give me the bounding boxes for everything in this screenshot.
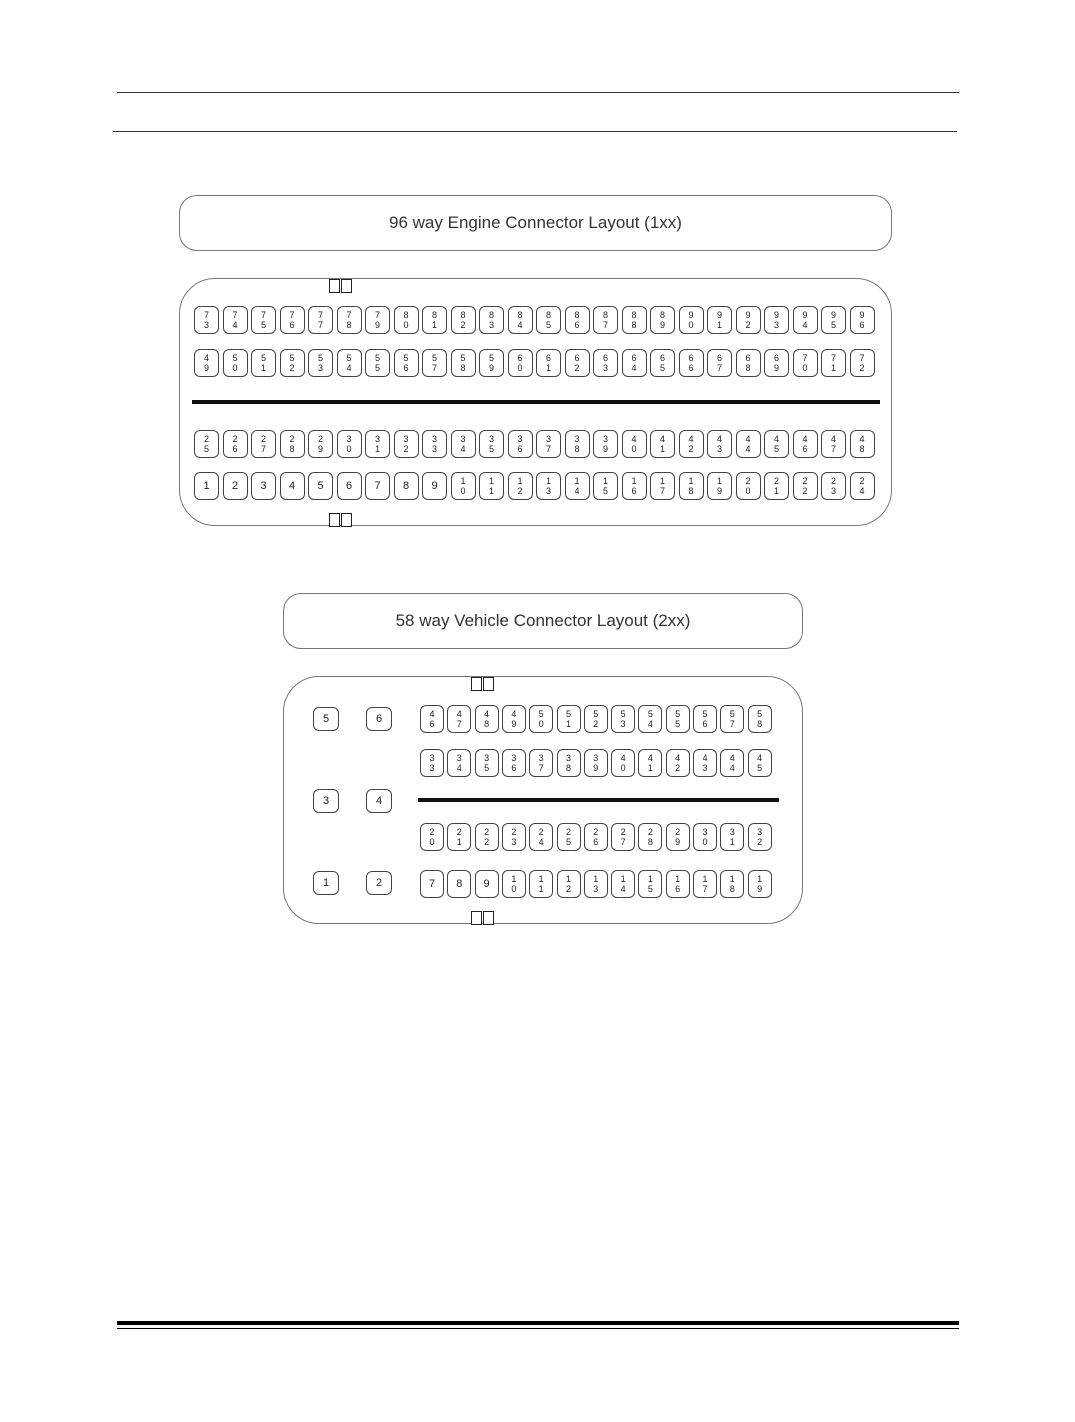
vehicle-pin: 1 9 [748, 870, 772, 898]
vehicle-pin: 4 4 [720, 749, 744, 777]
engine-pin: 8 9 [650, 306, 675, 334]
engine-pin: 8 6 [565, 306, 590, 334]
engine-pin: 4 6 [793, 430, 818, 458]
engine-pin: 2 2 [793, 472, 818, 500]
header-rule-top [117, 92, 959, 93]
engine-pin: 1 1 [479, 472, 504, 500]
engine-pin: 1 7 [650, 472, 675, 500]
engine-pin: 8 [394, 472, 419, 500]
engine-key-top-left [329, 279, 340, 293]
engine-pin: 3 5 [479, 430, 504, 458]
vehicle-pin: 5 5 [666, 705, 690, 733]
vehicle-pin: 5 1 [557, 705, 581, 733]
vehicle-pin: 3 2 [748, 823, 772, 851]
engine-key-bottom-left [329, 513, 340, 527]
engine-pin: 9 3 [764, 306, 789, 334]
engine-pin: 8 2 [451, 306, 476, 334]
engine-pin: 1 3 [536, 472, 561, 500]
engine-pin: 7 2 [850, 349, 875, 377]
engine-pin: 6 3 [593, 349, 618, 377]
vehicle-pin: 2 7 [611, 823, 635, 851]
engine-pin: 2 [223, 472, 248, 500]
engine-pin: 6 2 [565, 349, 590, 377]
engine-pin: 3 3 [422, 430, 447, 458]
engine-pin: 8 1 [422, 306, 447, 334]
engine-pin: 2 9 [308, 430, 333, 458]
engine-divider [192, 400, 880, 404]
vehicle-pin: 2 6 [584, 823, 608, 851]
engine-pin: 9 0 [679, 306, 704, 334]
vehicle-pin: 2 1 [447, 823, 471, 851]
engine-pin: 3 9 [593, 430, 618, 458]
vehicle-pin: 4 3 [693, 749, 717, 777]
engine-pin: 6 4 [622, 349, 647, 377]
engine-pin: 6 0 [508, 349, 533, 377]
vehicle-pin: 3 7 [529, 749, 553, 777]
vehicle-pin: 4 2 [666, 749, 690, 777]
engine-pin: 5 1 [251, 349, 276, 377]
engine-pin: 3 2 [394, 430, 419, 458]
vehicle-pin: 4 5 [748, 749, 772, 777]
engine-pin: 9 [422, 472, 447, 500]
vehicle-pin: 3 8 [557, 749, 581, 777]
vehicle-pin: 5 7 [720, 705, 744, 733]
engine-pin: 4 7 [821, 430, 846, 458]
engine-pin: 7 5 [251, 306, 276, 334]
footer-rule-thin [117, 1328, 959, 1329]
engine-pin: 4 0 [622, 430, 647, 458]
vehicle-pin: 2 0 [420, 823, 444, 851]
engine-pin: 5 3 [308, 349, 333, 377]
vehicle-pin: 2 4 [529, 823, 553, 851]
vehicle-pin: 3 4 [447, 749, 471, 777]
engine-pin: 7 4 [223, 306, 248, 334]
engine-pin: 4 1 [650, 430, 675, 458]
vehicle-key-top-right [483, 677, 494, 691]
engine-pin: 5 9 [479, 349, 504, 377]
engine-pin: 2 1 [764, 472, 789, 500]
engine-pin: 7 0 [793, 349, 818, 377]
vehicle-pin: 2 8 [638, 823, 662, 851]
engine-pin: 7 1 [821, 349, 846, 377]
footer-rule-thick [117, 1321, 959, 1325]
vehicle-key-top-left [471, 677, 482, 691]
engine-pin: 3 8 [565, 430, 590, 458]
engine-pin: 4 4 [736, 430, 761, 458]
engine-key-top-right [341, 279, 352, 293]
engine-pin: 3 7 [536, 430, 561, 458]
engine-pin: 3 6 [508, 430, 533, 458]
vehicle-pin: 7 [420, 870, 444, 898]
vehicle-key-bottom-left [471, 911, 482, 925]
engine-pin: 7 8 [337, 306, 362, 334]
vehicle-pin: 1 5 [638, 870, 662, 898]
engine-pin: 6 [337, 472, 362, 500]
engine-pin: 3 [251, 472, 276, 500]
engine-pin: 1 6 [622, 472, 647, 500]
engine-pin: 4 8 [850, 430, 875, 458]
engine-pin: 4 5 [764, 430, 789, 458]
vehicle-pin: 3 1 [720, 823, 744, 851]
vehicle-pin: 1 8 [720, 870, 744, 898]
engine-pin: 9 1 [707, 306, 732, 334]
vehicle-pin: 9 [475, 870, 499, 898]
engine-pin: 5 [308, 472, 333, 500]
vehicle-pin: 2 5 [557, 823, 581, 851]
engine-pin: 3 0 [337, 430, 362, 458]
vehicle-pin: 4 6 [420, 705, 444, 733]
engine-pin: 4 2 [679, 430, 704, 458]
engine-pin: 9 5 [821, 306, 846, 334]
vehicle-pin: 2 9 [666, 823, 690, 851]
vehicle-pin: 1 7 [693, 870, 717, 898]
vehicle-pin: 4 7 [447, 705, 471, 733]
engine-pin: 7 3 [194, 306, 219, 334]
vehicle-pin: 1 0 [502, 870, 526, 898]
vehicle-divider [418, 798, 779, 802]
vehicle-key-bottom-right [483, 911, 494, 925]
engine-pin: 7 6 [280, 306, 305, 334]
engine-pin: 6 8 [736, 349, 761, 377]
engine-pin: 6 5 [650, 349, 675, 377]
engine-pin: 4 3 [707, 430, 732, 458]
engine-pin: 8 8 [622, 306, 647, 334]
engine-pin: 9 4 [793, 306, 818, 334]
vehicle-pin: 2 2 [475, 823, 499, 851]
vehicle-side-pin: 2 [366, 871, 392, 895]
engine-pin: 8 3 [479, 306, 504, 334]
engine-pin: 5 6 [394, 349, 419, 377]
engine-pin: 8 5 [536, 306, 561, 334]
vehicle-pin: 5 0 [529, 705, 553, 733]
engine-pin: 1 2 [508, 472, 533, 500]
engine-pin: 2 7 [251, 430, 276, 458]
vehicle-pin: 1 4 [611, 870, 635, 898]
engine-pin: 7 9 [365, 306, 390, 334]
vehicle-pin: 3 6 [502, 749, 526, 777]
engine-key-bottom-right [341, 513, 352, 527]
vehicle-connector-body [283, 676, 803, 924]
vehicle-pin: 3 9 [584, 749, 608, 777]
vehicle-side-pin: 1 [313, 871, 339, 895]
engine-pin: 7 [365, 472, 390, 500]
engine-pin: 6 7 [707, 349, 732, 377]
engine-pin: 5 5 [365, 349, 390, 377]
vehicle-pin: 4 0 [611, 749, 635, 777]
engine-pin: 2 8 [280, 430, 305, 458]
engine-pin: 7 7 [308, 306, 333, 334]
engine-pin: 2 6 [223, 430, 248, 458]
vehicle-pin: 1 2 [557, 870, 581, 898]
engine-pin: 4 9 [194, 349, 219, 377]
engine-pin: 1 0 [451, 472, 476, 500]
vehicle-pin: 3 3 [420, 749, 444, 777]
vehicle-pin: 1 3 [584, 870, 608, 898]
engine-pin: 6 6 [679, 349, 704, 377]
engine-pin: 9 6 [850, 306, 875, 334]
engine-pin: 5 7 [422, 349, 447, 377]
vehicle-pin: 3 5 [475, 749, 499, 777]
engine-pin: 1 4 [565, 472, 590, 500]
engine-pin: 5 0 [223, 349, 248, 377]
engine-pin: 2 5 [194, 430, 219, 458]
engine-pin: 5 2 [280, 349, 305, 377]
engine-pin: 1 [194, 472, 219, 500]
engine-pin: 2 3 [821, 472, 846, 500]
vehicle-pin: 5 4 [638, 705, 662, 733]
vehicle-connector-title: 58 way Vehicle Connector Layout (2xx) [283, 593, 803, 649]
vehicle-pin: 3 0 [693, 823, 717, 851]
vehicle-side-pin: 5 [313, 707, 339, 731]
engine-pin: 1 5 [593, 472, 618, 500]
engine-pin: 1 9 [707, 472, 732, 500]
engine-pin: 1 8 [679, 472, 704, 500]
vehicle-pin: 1 1 [529, 870, 553, 898]
engine-pin: 3 4 [451, 430, 476, 458]
engine-pin: 5 8 [451, 349, 476, 377]
vehicle-pin: 4 1 [638, 749, 662, 777]
engine-pin: 8 7 [593, 306, 618, 334]
vehicle-pin: 5 2 [584, 705, 608, 733]
vehicle-pin: 5 8 [748, 705, 772, 733]
vehicle-pin: 4 8 [475, 705, 499, 733]
engine-pin: 8 0 [394, 306, 419, 334]
engine-pin: 2 0 [736, 472, 761, 500]
engine-pin: 2 4 [850, 472, 875, 500]
vehicle-side-pin: 6 [366, 707, 392, 731]
engine-pin: 3 1 [365, 430, 390, 458]
header-rule-bottom [113, 131, 957, 132]
vehicle-side-pin: 4 [366, 789, 392, 813]
vehicle-pin: 8 [447, 870, 471, 898]
vehicle-pin: 5 6 [693, 705, 717, 733]
engine-pin: 8 4 [508, 306, 533, 334]
vehicle-pin: 5 3 [611, 705, 635, 733]
engine-pin: 6 1 [536, 349, 561, 377]
vehicle-pin: 4 9 [502, 705, 526, 733]
engine-pin: 5 4 [337, 349, 362, 377]
engine-pin: 9 2 [736, 306, 761, 334]
vehicle-pin: 1 6 [666, 870, 690, 898]
engine-pin: 4 [280, 472, 305, 500]
vehicle-pin: 2 3 [502, 823, 526, 851]
engine-pin: 6 9 [764, 349, 789, 377]
engine-connector-title: 96 way Engine Connector Layout (1xx) [179, 195, 892, 251]
vehicle-side-pin: 3 [313, 789, 339, 813]
engine-connector-body [179, 278, 892, 526]
